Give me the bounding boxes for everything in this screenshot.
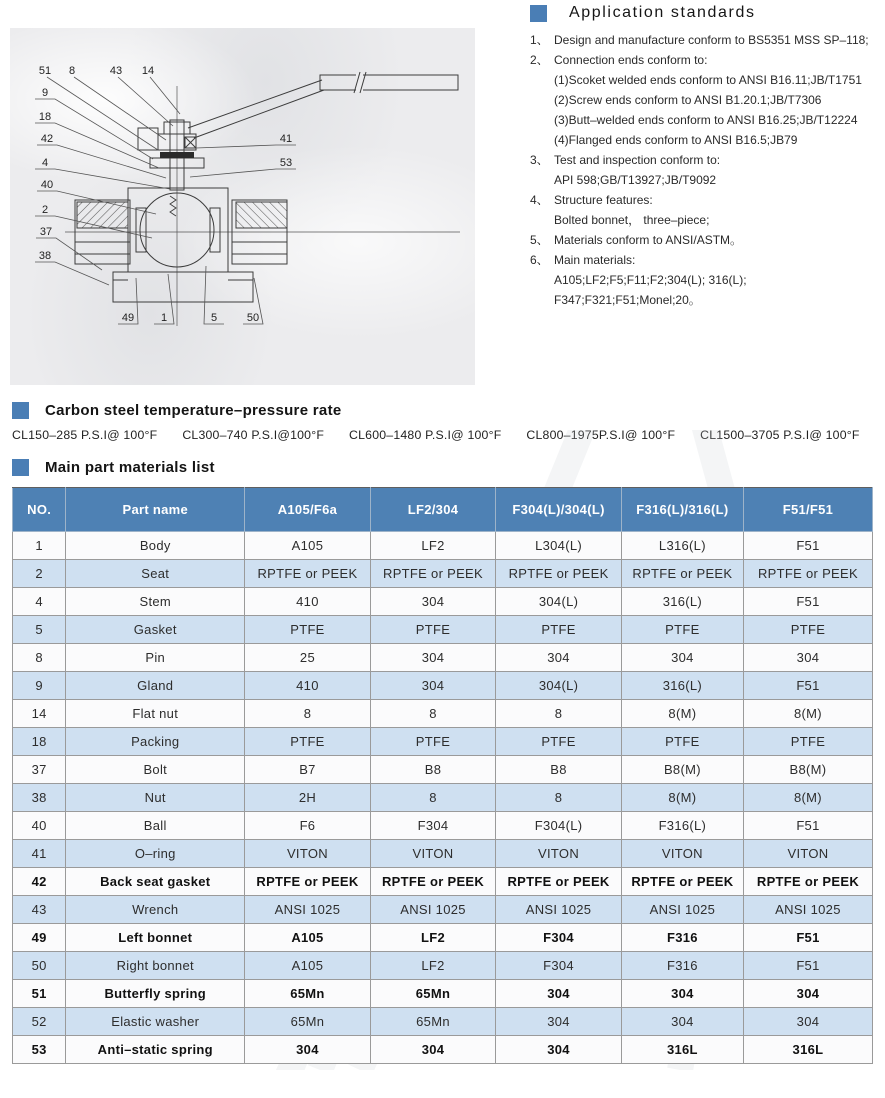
pressure-rating: CL300–740 P.S.I@100°F — [182, 428, 325, 442]
cell-material: PTFE — [496, 616, 622, 644]
right-seat — [210, 208, 220, 252]
top-section — [0, 0, 885, 392]
cell-part-name: Right bonnet — [66, 952, 245, 980]
pressure-rating: CL150–285 P.S.I@ 100°F — [12, 428, 158, 442]
cell-material: 8 — [370, 784, 496, 812]
materials-table — [12, 487, 873, 1064]
cell-part-name: Stem — [66, 588, 245, 616]
cell-material: F51 — [743, 952, 872, 980]
cell-material: RPTFE or PEEK — [743, 560, 872, 588]
cell-material: VITON — [743, 840, 872, 868]
cell-no: 14 — [13, 700, 66, 728]
cell-no: 5 — [13, 616, 66, 644]
cell-material: ANSI 1025 — [370, 896, 496, 924]
cell-material: F51 — [743, 812, 872, 840]
left-seat — [136, 208, 146, 252]
cell-material: 65Mn — [370, 1008, 496, 1036]
item-subline: API 598;GB/T13927;JB/T9092 — [554, 173, 717, 187]
pressure-rating: CL600–1480 P.S.I@ 100°F — [349, 428, 502, 442]
cell-material: 2H — [245, 784, 371, 812]
cell-material: RPTFE or PEEK — [370, 868, 496, 896]
cell-material: A105 — [245, 924, 371, 952]
blue-square-bullet-icon — [530, 5, 547, 22]
column-header: NO. — [13, 488, 66, 532]
app-std-item — [530, 30, 882, 50]
leader-line — [118, 77, 173, 126]
cell-part-name: Anti–static spring — [66, 1036, 245, 1064]
part-number-label: 9 — [41, 87, 49, 99]
pressure-rating: CL1500–3705 P.S.I@ 100°F — [700, 428, 860, 442]
table-row — [13, 532, 873, 560]
section-title: Application standards — [569, 4, 756, 21]
pressure-rate-section — [12, 402, 885, 419]
cell-material: B8 — [370, 756, 496, 784]
table-row — [13, 952, 873, 980]
cell-material: F304 — [496, 924, 622, 952]
part-number-label: 18 — [38, 111, 52, 123]
cell-no: 2 — [13, 560, 66, 588]
cell-no: 53 — [13, 1036, 66, 1064]
cell-material: B7 — [245, 756, 371, 784]
cell-material: A105 — [245, 532, 371, 560]
cell-material: 304 — [496, 1008, 622, 1036]
part-number-label: 5 — [210, 312, 218, 324]
cell-material: 304 — [370, 672, 496, 700]
cell-material: RPTFE or PEEK — [621, 868, 743, 896]
cell-no: 50 — [13, 952, 66, 980]
item-subline: (4)Flanged ends conform to ANSI B16.5;JB79 — [554, 133, 798, 147]
app-std-item — [530, 150, 882, 170]
cell-material: 65Mn — [245, 1008, 371, 1036]
cell-part-name: Gland — [66, 672, 245, 700]
cell-material: 65Mn — [370, 980, 496, 1008]
cell-part-name: O–ring — [66, 840, 245, 868]
cell-material: 8(M) — [743, 700, 872, 728]
cell-material: 316L — [621, 1036, 743, 1064]
cell-material: VITON — [370, 840, 496, 868]
cell-material: 8(M) — [621, 784, 743, 812]
part-number-label: 37 — [39, 226, 53, 238]
pressure-ratings-row — [12, 428, 885, 442]
cell-material: A105 — [245, 952, 371, 980]
cell-material: F304 — [496, 952, 622, 980]
materials-list-heading — [12, 459, 885, 476]
cell-material: 304 — [621, 980, 743, 1008]
cell-material: F51 — [743, 672, 872, 700]
handle-lever-top — [188, 80, 322, 128]
cell-material: F316(L) — [621, 812, 743, 840]
item-text: Test and inspection conform to: — [554, 153, 721, 167]
cell-material: 304 — [496, 644, 622, 672]
item-number: 6、 — [530, 253, 549, 267]
bottom-flange — [113, 272, 253, 302]
cell-material: PTFE — [245, 728, 371, 756]
cell-material: 410 — [245, 588, 371, 616]
cell-material: 304 — [743, 980, 872, 1008]
section-title: Carbon steel temperature–pressure rate — [45, 402, 342, 419]
cell-material: LF2 — [370, 952, 496, 980]
section-title: Main part materials list — [45, 459, 215, 476]
cell-no: 51 — [13, 980, 66, 1008]
cell-material: 8(M) — [743, 784, 872, 812]
column-header: F304(L)/304(L) — [496, 488, 622, 532]
table-row — [13, 728, 873, 756]
cell-material: 410 — [245, 672, 371, 700]
item-number: 3、 — [530, 153, 549, 167]
table-row — [13, 616, 873, 644]
part-number-label: 51 — [38, 65, 52, 77]
cell-part-name: Butterfly spring — [66, 980, 245, 1008]
part-number-label: 43 — [109, 65, 123, 77]
cell-material: 304 — [370, 1036, 496, 1064]
blue-square-bullet-icon — [12, 459, 29, 476]
cell-material: B8 — [496, 756, 622, 784]
cell-no: 1 — [13, 532, 66, 560]
cell-material: ANSI 1025 — [496, 896, 622, 924]
pressure-rate-heading — [12, 402, 885, 419]
cell-part-name: Gasket — [66, 616, 245, 644]
app-std-item — [530, 250, 882, 270]
cell-material: B8(M) — [621, 756, 743, 784]
cell-no: 18 — [13, 728, 66, 756]
item-subline: Bolted bonnet， three–piece; — [554, 213, 710, 227]
cell-no: 4 — [13, 588, 66, 616]
table-row — [13, 700, 873, 728]
cell-material: 304 — [621, 644, 743, 672]
cell-material: RPTFE or PEEK — [496, 560, 622, 588]
cell-material: VITON — [496, 840, 622, 868]
table-row — [13, 896, 873, 924]
part-number-label: 8 — [68, 65, 76, 77]
cell-material: RPTFE or PEEK — [370, 560, 496, 588]
cell-material: 304(L) — [496, 588, 622, 616]
cell-material: F304 — [370, 812, 496, 840]
item-text: Structure features: — [554, 193, 653, 207]
cell-no: 37 — [13, 756, 66, 784]
cell-material: VITON — [245, 840, 371, 868]
cell-material: 8(M) — [621, 700, 743, 728]
cell-material: F51 — [743, 588, 872, 616]
cell-no: 41 — [13, 840, 66, 868]
item-subline: A105;LF2;F5;F11;F2;304(L); 316(L); — [554, 273, 747, 287]
cell-material: PTFE — [743, 616, 872, 644]
cell-material: F6 — [245, 812, 371, 840]
cell-material: 8 — [496, 700, 622, 728]
cell-no: 38 — [13, 784, 66, 812]
right-hatch — [236, 202, 287, 228]
cell-material: 304 — [496, 1036, 622, 1064]
item-subline: F347;F321;F51;Monel;20。 — [554, 293, 701, 307]
cell-part-name: Wrench — [66, 896, 245, 924]
part-number-label: 49 — [121, 312, 135, 324]
table-row — [13, 756, 873, 784]
cell-material: PTFE — [743, 728, 872, 756]
valve-cross-section-drawing — [10, 28, 475, 385]
cell-material: ANSI 1025 — [621, 896, 743, 924]
cell-part-name: Nut — [66, 784, 245, 812]
cell-no: 43 — [13, 896, 66, 924]
part-number-label: 14 — [141, 65, 155, 77]
cell-part-name: Bolt — [66, 756, 245, 784]
part-number-label: 50 — [246, 312, 260, 324]
cell-part-name: Packing — [66, 728, 245, 756]
table-row — [13, 980, 873, 1008]
cell-material: 304 — [245, 1036, 371, 1064]
table-row — [13, 868, 873, 896]
item-subline: (2)Screw ends conform to ANSI B1.20.1;JB/T7306 — [554, 93, 822, 107]
packing-rings — [160, 152, 194, 158]
cell-material: 304 — [370, 644, 496, 672]
application-standards-list — [530, 30, 882, 310]
cell-material: B8(M) — [743, 756, 872, 784]
item-text: Materials conform to ANSI/ASTM。 — [554, 233, 743, 247]
cell-material: PTFE — [621, 728, 743, 756]
application-standards-section — [530, 4, 882, 310]
column-header: A105/F6a — [245, 488, 371, 532]
cell-no: 40 — [13, 812, 66, 840]
cell-material: 304 — [621, 1008, 743, 1036]
cell-material: 304(L) — [496, 672, 622, 700]
pressure-rating: CL800–1975P.S.I@ 100°F — [526, 428, 676, 442]
cell-material: F316 — [621, 952, 743, 980]
cell-material: 65Mn — [245, 980, 371, 1008]
valve-diagram-panel — [10, 28, 475, 385]
column-header: F316(L)/316(L) — [621, 488, 743, 532]
leader-line — [74, 77, 166, 140]
cell-material: F316 — [621, 924, 743, 952]
cell-no: 52 — [13, 1008, 66, 1036]
item-text: Design and manufacture conform to BS5351 MSS SP–118; — [554, 33, 869, 47]
cell-part-name: Pin — [66, 644, 245, 672]
cell-part-name: Ball — [66, 812, 245, 840]
cell-material: L304(L) — [496, 532, 622, 560]
cell-material: PTFE — [370, 728, 496, 756]
cell-material: 25 — [245, 644, 371, 672]
cell-material: PTFE — [370, 616, 496, 644]
blue-square-bullet-icon — [12, 402, 29, 419]
cell-part-name: Flat nut — [66, 700, 245, 728]
cell-material: PTFE — [496, 728, 622, 756]
cell-material: LF2 — [370, 924, 496, 952]
item-subline: (3)Butt–welded ends conform to ANSI B16.25;JB/T12224 — [554, 113, 858, 127]
item-text: Main materials: — [554, 253, 636, 267]
cell-material: 316(L) — [621, 672, 743, 700]
part-number-label: 1 — [160, 312, 168, 324]
cell-material: F304(L) — [496, 812, 622, 840]
cell-material: 8 — [496, 784, 622, 812]
cell-material: RPTFE or PEEK — [743, 868, 872, 896]
cell-material: L316(L) — [621, 532, 743, 560]
cell-material: 316(L) — [621, 588, 743, 616]
anti-static-spring — [170, 196, 176, 216]
cell-part-name: Elastic washer — [66, 1008, 245, 1036]
cell-material: 8 — [370, 700, 496, 728]
column-header: F51/F51 — [743, 488, 872, 532]
table-row — [13, 672, 873, 700]
table-row — [13, 560, 873, 588]
cell-material: 304 — [743, 644, 872, 672]
part-number-label: 2 — [41, 204, 49, 216]
leader-line — [35, 169, 170, 189]
column-header: LF2/304 — [370, 488, 496, 532]
cell-material: 8 — [245, 700, 371, 728]
cell-material: PTFE — [245, 616, 371, 644]
cell-no: 8 — [13, 644, 66, 672]
cell-material: F51 — [743, 532, 872, 560]
leader-line — [150, 77, 180, 114]
app-std-item — [530, 190, 882, 210]
cell-material: 304 — [743, 1008, 872, 1036]
item-number: 1、 — [530, 33, 549, 47]
cell-material: ANSI 1025 — [743, 896, 872, 924]
cell-material: 304 — [370, 588, 496, 616]
cell-material: F51 — [743, 924, 872, 952]
leader-line — [196, 145, 296, 148]
table-row — [13, 1008, 873, 1036]
item-text: Connection ends conform to: — [554, 53, 708, 67]
materials-list-section — [12, 459, 885, 476]
item-number: 2、 — [530, 53, 549, 67]
app-std-item — [530, 230, 882, 250]
table-row — [13, 588, 873, 616]
center-body — [128, 188, 228, 272]
cell-part-name: Body — [66, 532, 245, 560]
handle-lever-bottom — [194, 90, 324, 138]
cell-no: 42 — [13, 868, 66, 896]
leader-line — [47, 77, 158, 150]
cell-part-name: Back seat gasket — [66, 868, 245, 896]
app-std-item — [530, 50, 882, 70]
cell-material: RPTFE or PEEK — [245, 868, 371, 896]
leader-line — [35, 262, 109, 285]
leader-line — [190, 169, 296, 177]
item-subline: (1)Scoket welded ends conform to ANSI B16.11;JB/T1751 — [554, 73, 862, 87]
table-row — [13, 924, 873, 952]
part-number-label: 38 — [38, 250, 52, 262]
item-number: 4、 — [530, 193, 549, 207]
table-row — [13, 812, 873, 840]
part-number-label: 53 — [279, 157, 293, 169]
part-number-label: 40 — [40, 179, 54, 191]
cell-material: RPTFE or PEEK — [496, 868, 622, 896]
cell-material: 316L — [743, 1036, 872, 1064]
cell-no: 9 — [13, 672, 66, 700]
table-row — [13, 644, 873, 672]
cell-material: VITON — [621, 840, 743, 868]
item-number: 5、 — [530, 233, 549, 247]
cell-material: LF2 — [370, 532, 496, 560]
column-header: Part name — [66, 488, 245, 532]
cell-no: 49 — [13, 924, 66, 952]
leader-line — [35, 123, 159, 168]
part-number-label: 41 — [279, 133, 293, 145]
cell-part-name: Left bonnet — [66, 924, 245, 952]
cell-material: PTFE — [621, 616, 743, 644]
cell-material: ANSI 1025 — [245, 896, 371, 924]
table-row — [13, 840, 873, 868]
cell-part-name: Seat — [66, 560, 245, 588]
application-standards-heading — [530, 4, 882, 22]
cell-material: RPTFE or PEEK — [621, 560, 743, 588]
handle-bar — [320, 75, 458, 90]
table-row — [13, 1036, 873, 1064]
table-row — [13, 784, 873, 812]
cell-material: 304 — [496, 980, 622, 1008]
valve-body-group — [65, 72, 460, 326]
part-number-label: 4 — [41, 157, 49, 169]
cell-material: RPTFE or PEEK — [245, 560, 371, 588]
part-number-label: 42 — [40, 133, 54, 145]
table-header-row — [13, 488, 873, 532]
